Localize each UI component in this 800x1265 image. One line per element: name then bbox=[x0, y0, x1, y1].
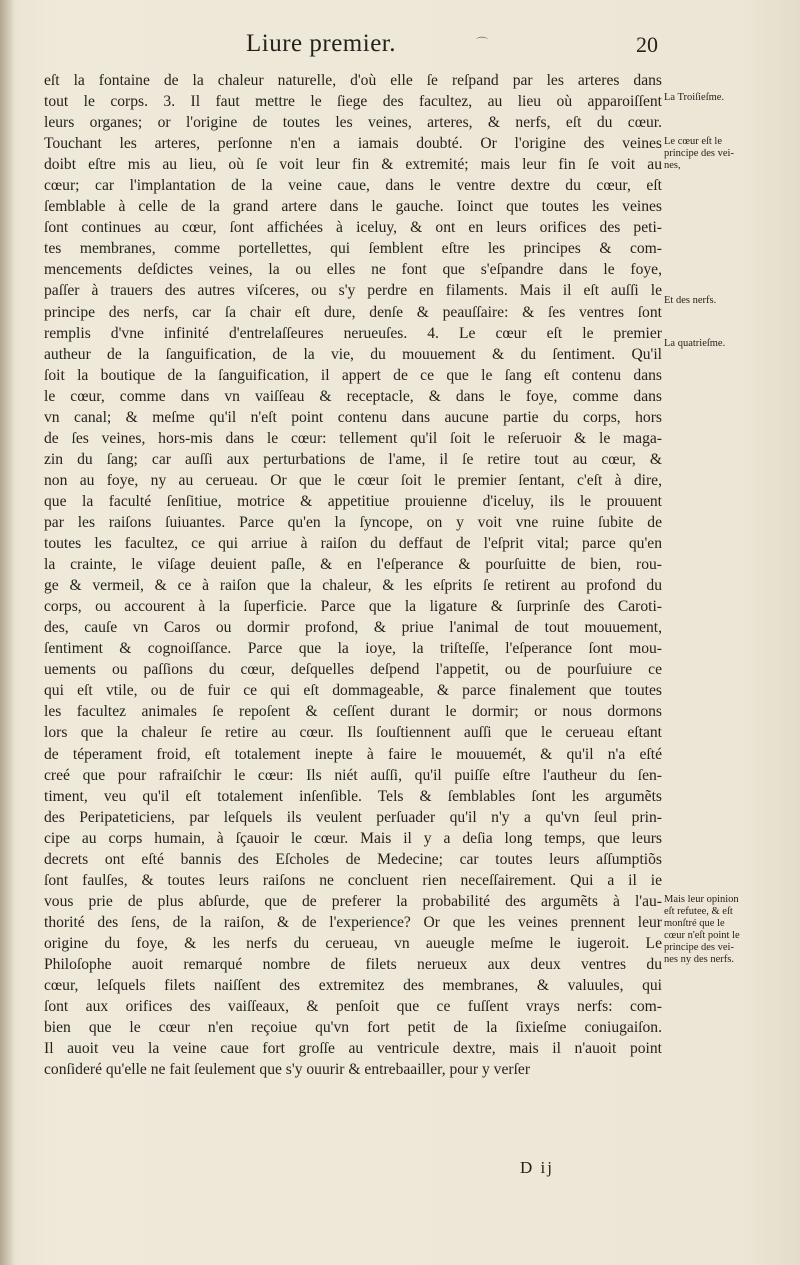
text-line: ſont aux orifices des vaiſſeaux, & penſoit que ce fuſſent vrays nerfs: com- bbox=[44, 998, 662, 1016]
text-line: ſont continues au cœur, ſont affichées à iceluy, & ont en leurs orifices des peti- bbox=[44, 219, 662, 237]
text-line: qui eſt vtile, ou de fuir ce qui eſt dommageable, & parce finalement que toutes bbox=[44, 682, 662, 700]
text-line: par les raiſons ſuiuantes. Parce qu'en la ſyncope, on y voit vne ruine ſubite de bbox=[44, 513, 662, 531]
text-line: creé que pour rafraiſchir le cœur: Ils niét auſſi, qu'il puiſſe eſtre l'autheur du ſen- bbox=[44, 766, 662, 784]
body-text bbox=[44, 70, 662, 1080]
ink-mark: ⌒ bbox=[476, 36, 489, 50]
text-line: la crainte, le viſage deuient paſle, & en l'eſperance & pourſuitte de bien, rou- bbox=[44, 556, 662, 574]
margin-note-line: Et des nerfs. bbox=[664, 295, 717, 306]
margin-note-line: La Troiſieſme. bbox=[664, 92, 725, 103]
text-line: ge & vermeil, & ce à raiſon que la chaleur, & les eſprits ſe retirent au profond du bbox=[44, 577, 662, 595]
margin-note-line: principe des vei- bbox=[664, 148, 734, 159]
text-line: conſideré qu'elle ne fait ſeulement que s'y ouurir & entrebaailler, pour y verſer bbox=[44, 1061, 531, 1079]
margin-note-line: nes, bbox=[664, 160, 681, 171]
running-title: Liure premier. bbox=[246, 30, 396, 57]
text-line: tout le corps. 3. Il faut mettre le ſiege des facultez, au lieu où apparoiſſent bbox=[44, 93, 662, 111]
text-line: Il auoit veu la veine caue fort groſſe au ventricule dextre, mais il n'auoit point bbox=[44, 1040, 662, 1058]
text-line: tes membranes, comme portellettes, qui ſemblent eſtre les principes & com- bbox=[44, 240, 662, 258]
text-line: uements ou paſſions du cœur, deſquelles deſpend l'appetit, ou de pourſuiure ce bbox=[44, 661, 662, 679]
text-line: cœur; car l'implantation de la veine caue, dans le ventre dextre du cœur, eſt bbox=[44, 177, 662, 195]
text-line: leurs organes; or l'origine de toutes les veines, arteres, & nerfs, eſt du cœur. bbox=[44, 114, 662, 132]
text-line: ſoit la boutique de la ſanguification, il appert de ce que le ſang eſt contenu dans bbox=[44, 366, 662, 384]
text-line: des, cauſe vn Caros ou dormir profond, & priue l'animal de tout mouuement, bbox=[44, 619, 662, 637]
text-line: mencements deſdictes veines, la ou elles ne font que s'eſpandre dans le foye, bbox=[44, 261, 662, 279]
text-line: origine du foye, & les nerfs du cerueau, vn aueugle meſme le iugeroit. Le bbox=[44, 934, 662, 952]
margin-note-line: monſtré que le bbox=[664, 918, 725, 929]
text-line: de téperament froid, eſt totalement inepte à faire le mouuemét, & qu'il n'a eſté bbox=[44, 745, 662, 763]
text-line: principe des nerfs, car ſa chair eſt dure, denſe & peauſſaire: & ſes ventres ſont bbox=[44, 303, 662, 321]
text-line: timent, veu qu'il eſt totalement inſenſible. Tels & ſemblables ſont les argumẽts bbox=[44, 787, 662, 805]
page-number: 20 bbox=[636, 32, 658, 57]
text-line: eſt la fontaine de la chaleur naturelle, d'où elle ſe reſpand par les arteres dans bbox=[44, 72, 662, 89]
text-line: thorité des ſens, de la raiſon, & de l'experience? Or que les veines prennent leur bbox=[44, 913, 662, 931]
text-line: que la faculté ſenſitiue, motrice & appetitiue prouienne d'iceluy, ils le prouuent bbox=[44, 492, 662, 510]
margin-note-line: principe des vei- bbox=[664, 942, 734, 953]
text-line: lors que la chaleur ſe retire au cœur. Ils ſouſtiennent auſſi que le cerueau eſtant bbox=[44, 724, 662, 742]
text-line: ſemblable à celle de la grand artere dans le gauche. Ioinct que toutes les veines bbox=[44, 198, 662, 216]
text-line: Touchant les arteres, perſonne n'en a iamais doubté. Or l'origine des veines bbox=[44, 135, 662, 153]
margin-note-coeur-veines bbox=[664, 136, 790, 172]
text-line: vn canal; & meſme qu'il n'eſt point contenu dans aucune partie du corps, hors bbox=[44, 408, 662, 426]
text-line: autheur de la ſanguification, de la vie, du mouuement & du ſentiment. Qu'il bbox=[44, 345, 662, 363]
margin-notes bbox=[664, 0, 790, 1265]
margin-note-refutation bbox=[664, 894, 790, 966]
text-line: des Peripateticiens, par leſquels ils veulent perſuader qu'il n'y a qu'vn ſeul prin- bbox=[44, 808, 662, 826]
text-line: bien que le cœur n'en reçoiue qu'vn fort petit de la ſixieſme coniugaiſon. bbox=[44, 1019, 662, 1037]
text-line: le cœur, comme dans vn vaiſſeau & receptacle, & dans le foye, comme dans bbox=[44, 387, 662, 405]
margin-note-line: La quatrieſme. bbox=[664, 338, 726, 349]
text-line: de ſes veines, hors-mis dans le cœur: tellement qu'il ſoit le reſeruoir & le maga- bbox=[44, 429, 662, 447]
signature-mark: D ij bbox=[520, 1158, 554, 1177]
margin-note-nerfs bbox=[664, 295, 790, 307]
margin-note-line: Le cœur eſt le bbox=[664, 136, 723, 147]
text-line: remplis d'vne infinité d'entrelaſſeures nerueuſes. 4. Le cœur eſt le premier bbox=[44, 324, 662, 342]
gutter-shadow bbox=[0, 0, 14, 1265]
text-line: vous prie de plus abſurde, que de preferer la probabilité des argumẽts à l'au- bbox=[44, 892, 662, 910]
margin-note-line: eſt refutee, & eſt bbox=[664, 906, 733, 917]
text-line: toutes les facultez, ce qui arriue à raiſon du deffaut de l'eſprit vital; parce qu'en bbox=[44, 535, 662, 553]
text-line: paſſer à trauers des autres viſceres, ou s'y perdre en filaments. Mais il eſt auſſi le bbox=[44, 282, 662, 300]
text-line: non au foye, ny au cerueau. Or que le cœur ſoit le premier ſentant, c'eſt à dire, bbox=[44, 471, 662, 489]
text-line: cipe au corps humain, à ſçauoir le cœur. Mais il y a deſia long temps, que leurs bbox=[44, 829, 662, 847]
text-line: Philoſophe auoit remarqué nombre de filets nerueux aux deux ventres du bbox=[44, 955, 662, 973]
text-line: doibt eſtre mis au lieu, où ſe voit leur fin & extremité; mais leur fin ſe voit au bbox=[44, 156, 662, 174]
margin-note-quatriesme bbox=[664, 338, 790, 350]
text-line: les facultez animales ſe repoſent & ceſſent durant le dormir; or nous dormons bbox=[44, 703, 662, 721]
margin-note-line: Mais leur opinion bbox=[664, 894, 739, 905]
text-line: cœur, leſquels filets naiſſent des extremitez des membranes, & valuules, qui bbox=[44, 977, 662, 995]
text-line: ſont faulſes, & toutes leurs raiſons ne concluent rien neceſſairement. Qui a il ie bbox=[44, 871, 662, 889]
text-line: corps, ou accourent à la ſuperficie. Parce que la ligature & ſurprinſe des Caroti- bbox=[44, 598, 662, 616]
margin-note-troisiesme bbox=[664, 92, 790, 104]
margin-note-line: cœur n'eſt point le bbox=[664, 930, 740, 941]
text-line: ſentiment & cognoiſſance. Parce que la ioye, la triſteſſe, l'eſperance ſont mou- bbox=[44, 640, 662, 658]
text-line: zin du ſang; car auſſi aux perturbations de l'ame, il ſe retire tout au cœur, & bbox=[44, 450, 662, 468]
margin-note-line: nes ny des nerfs. bbox=[664, 954, 734, 965]
text-line: decrets ont eſté bannis des Eſcholes de Medecine; car toutes leurs aſſumptiõs bbox=[44, 850, 662, 868]
